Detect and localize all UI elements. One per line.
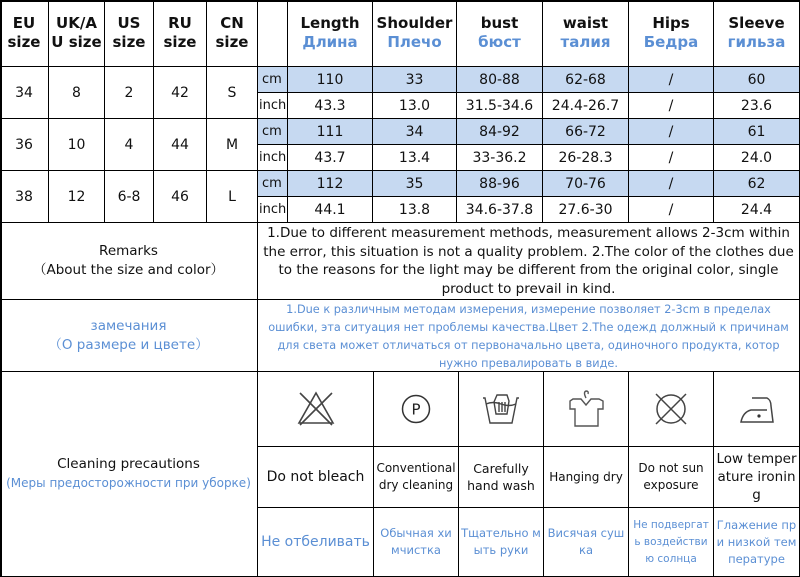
cleaning-label — [0, 372, 258, 577]
header-label: U size — [51, 33, 102, 51]
size-s-uk: 8 — [49, 67, 105, 119]
header-unit-blank — [258, 0, 288, 67]
care-icon-cell — [459, 372, 544, 447]
size-s-inch-shoulder: 13.0 — [373, 93, 457, 119]
size-l-inch-waist: 27.6-30 — [543, 197, 629, 223]
unit-inch: inch — [258, 197, 288, 223]
size-m-eu: 36 — [0, 119, 49, 171]
header-label: EU — [12, 14, 36, 32]
unit-inch: inch — [258, 93, 288, 119]
remarks-text-en: 1.Due to different measurement methods, measurement allows 2-3cm within the error, this situation is not a quality problem. 2.The color of the clothes due to the reasons for the light may be different from the original color, single product to prevail in kind. — [258, 223, 800, 300]
care-icon-cell — [258, 372, 374, 447]
unit-cm: cm — [258, 171, 288, 197]
header-label: RU — [168, 14, 192, 32]
header-hips — [629, 0, 714, 67]
size-m-inch-sleeve: 24.0 — [714, 145, 800, 171]
header-label-ru: талия — [560, 33, 611, 51]
header-length — [288, 0, 373, 67]
remarks-subtitle-ru: （О размере и цвете） — [48, 336, 209, 353]
header-cn-size — [207, 0, 258, 67]
size-l-cm-sleeve: 62 — [714, 171, 800, 197]
size-m-cm-length: 111 — [288, 119, 373, 145]
size-s-us: 2 — [105, 67, 154, 119]
header-label-ru: Длина — [302, 33, 358, 51]
dry-clean-p-icon — [400, 393, 432, 425]
header-label-ru: бюст — [478, 33, 521, 51]
size-s-cm-sleeve: 60 — [714, 67, 800, 93]
hanging-dry-icon — [567, 390, 605, 428]
care-label-ru: Не подвергать воздействию солнца — [629, 508, 714, 577]
size-s-cm-shoulder: 33 — [373, 67, 457, 93]
size-m-uk: 10 — [49, 119, 105, 171]
size-l-cn: L — [207, 171, 258, 223]
svg-text:P: P — [411, 400, 421, 419]
size-m-cm-shoulder: 34 — [373, 119, 457, 145]
care-label-ru: Обычная химчистка — [374, 508, 459, 577]
size-l-cm-shoulder: 35 — [373, 171, 457, 197]
size-m-cm-sleeve: 61 — [714, 119, 800, 145]
size-s-cn: S — [207, 67, 258, 119]
size-s-inch-waist: 24.4-26.7 — [543, 93, 629, 119]
remarks-text-ru: 1.Due к различным методам измерения, измерение позволяет 2-3cm в пределах ошибки, эта ситуация нет проблемы качества.Цвет 2.The одежд должный к причинам для света может отличаться от первоначально цвета, одиночного продукта, котор нужно превалировать в виде. — [258, 300, 800, 372]
size-s-inch-bust: 31.5-34.6 — [457, 93, 543, 119]
header-label-en: Length — [300, 14, 360, 32]
size-m-inch-waist: 26-28.3 — [543, 145, 629, 171]
cleaning-subtitle: (Меры предосторожности при уборке) — [6, 476, 251, 490]
size-m-inch-shoulder: 13.4 — [373, 145, 457, 171]
header-sleeve — [714, 0, 800, 67]
header-bust — [457, 0, 543, 67]
header-label: size — [163, 33, 197, 51]
header-label: size — [112, 33, 146, 51]
size-l-ru: 46 — [154, 171, 207, 223]
size-l-cm-bust: 88-96 — [457, 171, 543, 197]
header-label: US — [117, 14, 141, 32]
size-s-cm-hips: / — [629, 67, 714, 93]
size-l-inch-sleeve: 24.4 — [714, 197, 800, 223]
low-temp-iron-icon — [737, 392, 777, 426]
size-m-ru: 44 — [154, 119, 207, 171]
remarks-subtitle: （About the size and color） — [32, 262, 225, 278]
size-l-cm-hips: / — [629, 171, 714, 197]
cleaning-title: Cleaning precautions — [57, 456, 200, 472]
header-waist — [543, 0, 629, 67]
care-label-ru: Тщательно мыть руки — [459, 508, 544, 577]
header-label: UK/A — [56, 14, 97, 32]
unit-cm: cm — [258, 119, 288, 145]
size-m-inch-hips: / — [629, 145, 714, 171]
care-label-en: Hanging dry — [544, 447, 629, 508]
size-m-us: 4 — [105, 119, 154, 171]
size-l-inch-bust: 34.6-37.8 — [457, 197, 543, 223]
header-label-en: waist — [562, 14, 609, 32]
header-label-en: bust — [480, 14, 519, 32]
size-m-cn: M — [207, 119, 258, 171]
care-label-en: Do not sun exposure — [629, 447, 714, 508]
size-s-inch-hips: / — [629, 93, 714, 119]
size-l-inch-length: 44.1 — [288, 197, 373, 223]
header-us-size — [105, 0, 154, 67]
size-l-uk: 12 — [49, 171, 105, 223]
hand-wash-icon — [481, 392, 521, 426]
header-label-ru: Бедра — [643, 33, 699, 51]
care-icon-cell — [374, 372, 459, 447]
care-icon-cell — [544, 372, 629, 447]
size-m-inch-length: 43.7 — [288, 145, 373, 171]
header-label: size — [215, 33, 249, 51]
size-l-us: 6-8 — [105, 171, 154, 223]
unit-cm: cm — [258, 67, 288, 93]
care-label-en: Low temperature ironing — [714, 447, 800, 508]
size-m-inch-bust: 33-36.2 — [457, 145, 543, 171]
care-label-en: Do not bleach — [258, 447, 374, 508]
care-label-en: Conventional dry cleaning — [374, 447, 459, 508]
header-eu-size — [0, 0, 49, 67]
no-bleach-icon — [296, 389, 336, 429]
remarks-title: Remarks — [99, 243, 158, 259]
size-l-cm-length: 112 — [288, 171, 373, 197]
header-label-ru: гильза — [727, 33, 786, 51]
size-l-inch-hips: / — [629, 197, 714, 223]
header-uk-size — [49, 0, 105, 67]
size-m-cm-waist: 66-72 — [543, 119, 629, 145]
size-s-inch-length: 43.3 — [288, 93, 373, 119]
size-l-eu: 38 — [0, 171, 49, 223]
care-icon-cell — [629, 372, 714, 447]
header-label-en: Shoulder — [376, 14, 453, 32]
size-s-eu: 34 — [0, 67, 49, 119]
remarks-label-ru — [0, 300, 258, 372]
size-s-cm-bust: 80-88 — [457, 67, 543, 93]
remarks-title-ru: замечания — [90, 317, 167, 334]
size-m-cm-hips: / — [629, 119, 714, 145]
size-s-cm-waist: 62-68 — [543, 67, 629, 93]
care-icon-cell — [714, 372, 800, 447]
header-label-ru: Плечо — [387, 33, 442, 51]
header-label-en: Sleeve — [728, 14, 785, 32]
size-l-inch-shoulder: 13.8 — [373, 197, 457, 223]
care-label-ru: Не отбеливать — [258, 508, 374, 577]
unit-inch: inch — [258, 145, 288, 171]
size-l-cm-waist: 70-76 — [543, 171, 629, 197]
size-s-cm-length: 110 — [288, 67, 373, 93]
header-label: CN — [220, 14, 244, 32]
header-label: size — [7, 33, 41, 51]
size-s-ru: 42 — [154, 67, 207, 119]
care-label-ru: Висячая сушка — [544, 508, 629, 577]
header-shoulder — [373, 0, 457, 67]
size-m-cm-bust: 84-92 — [457, 119, 543, 145]
care-label-ru: Глажение при низкой температуре — [714, 508, 800, 577]
remarks-label — [0, 223, 258, 300]
header-label-en: Hips — [652, 14, 690, 32]
care-label-en: Carefully hand wash — [459, 447, 544, 508]
header-ru-size — [154, 0, 207, 67]
no-sun-exposure-icon — [652, 390, 690, 428]
size-s-inch-sleeve: 23.6 — [714, 93, 800, 119]
